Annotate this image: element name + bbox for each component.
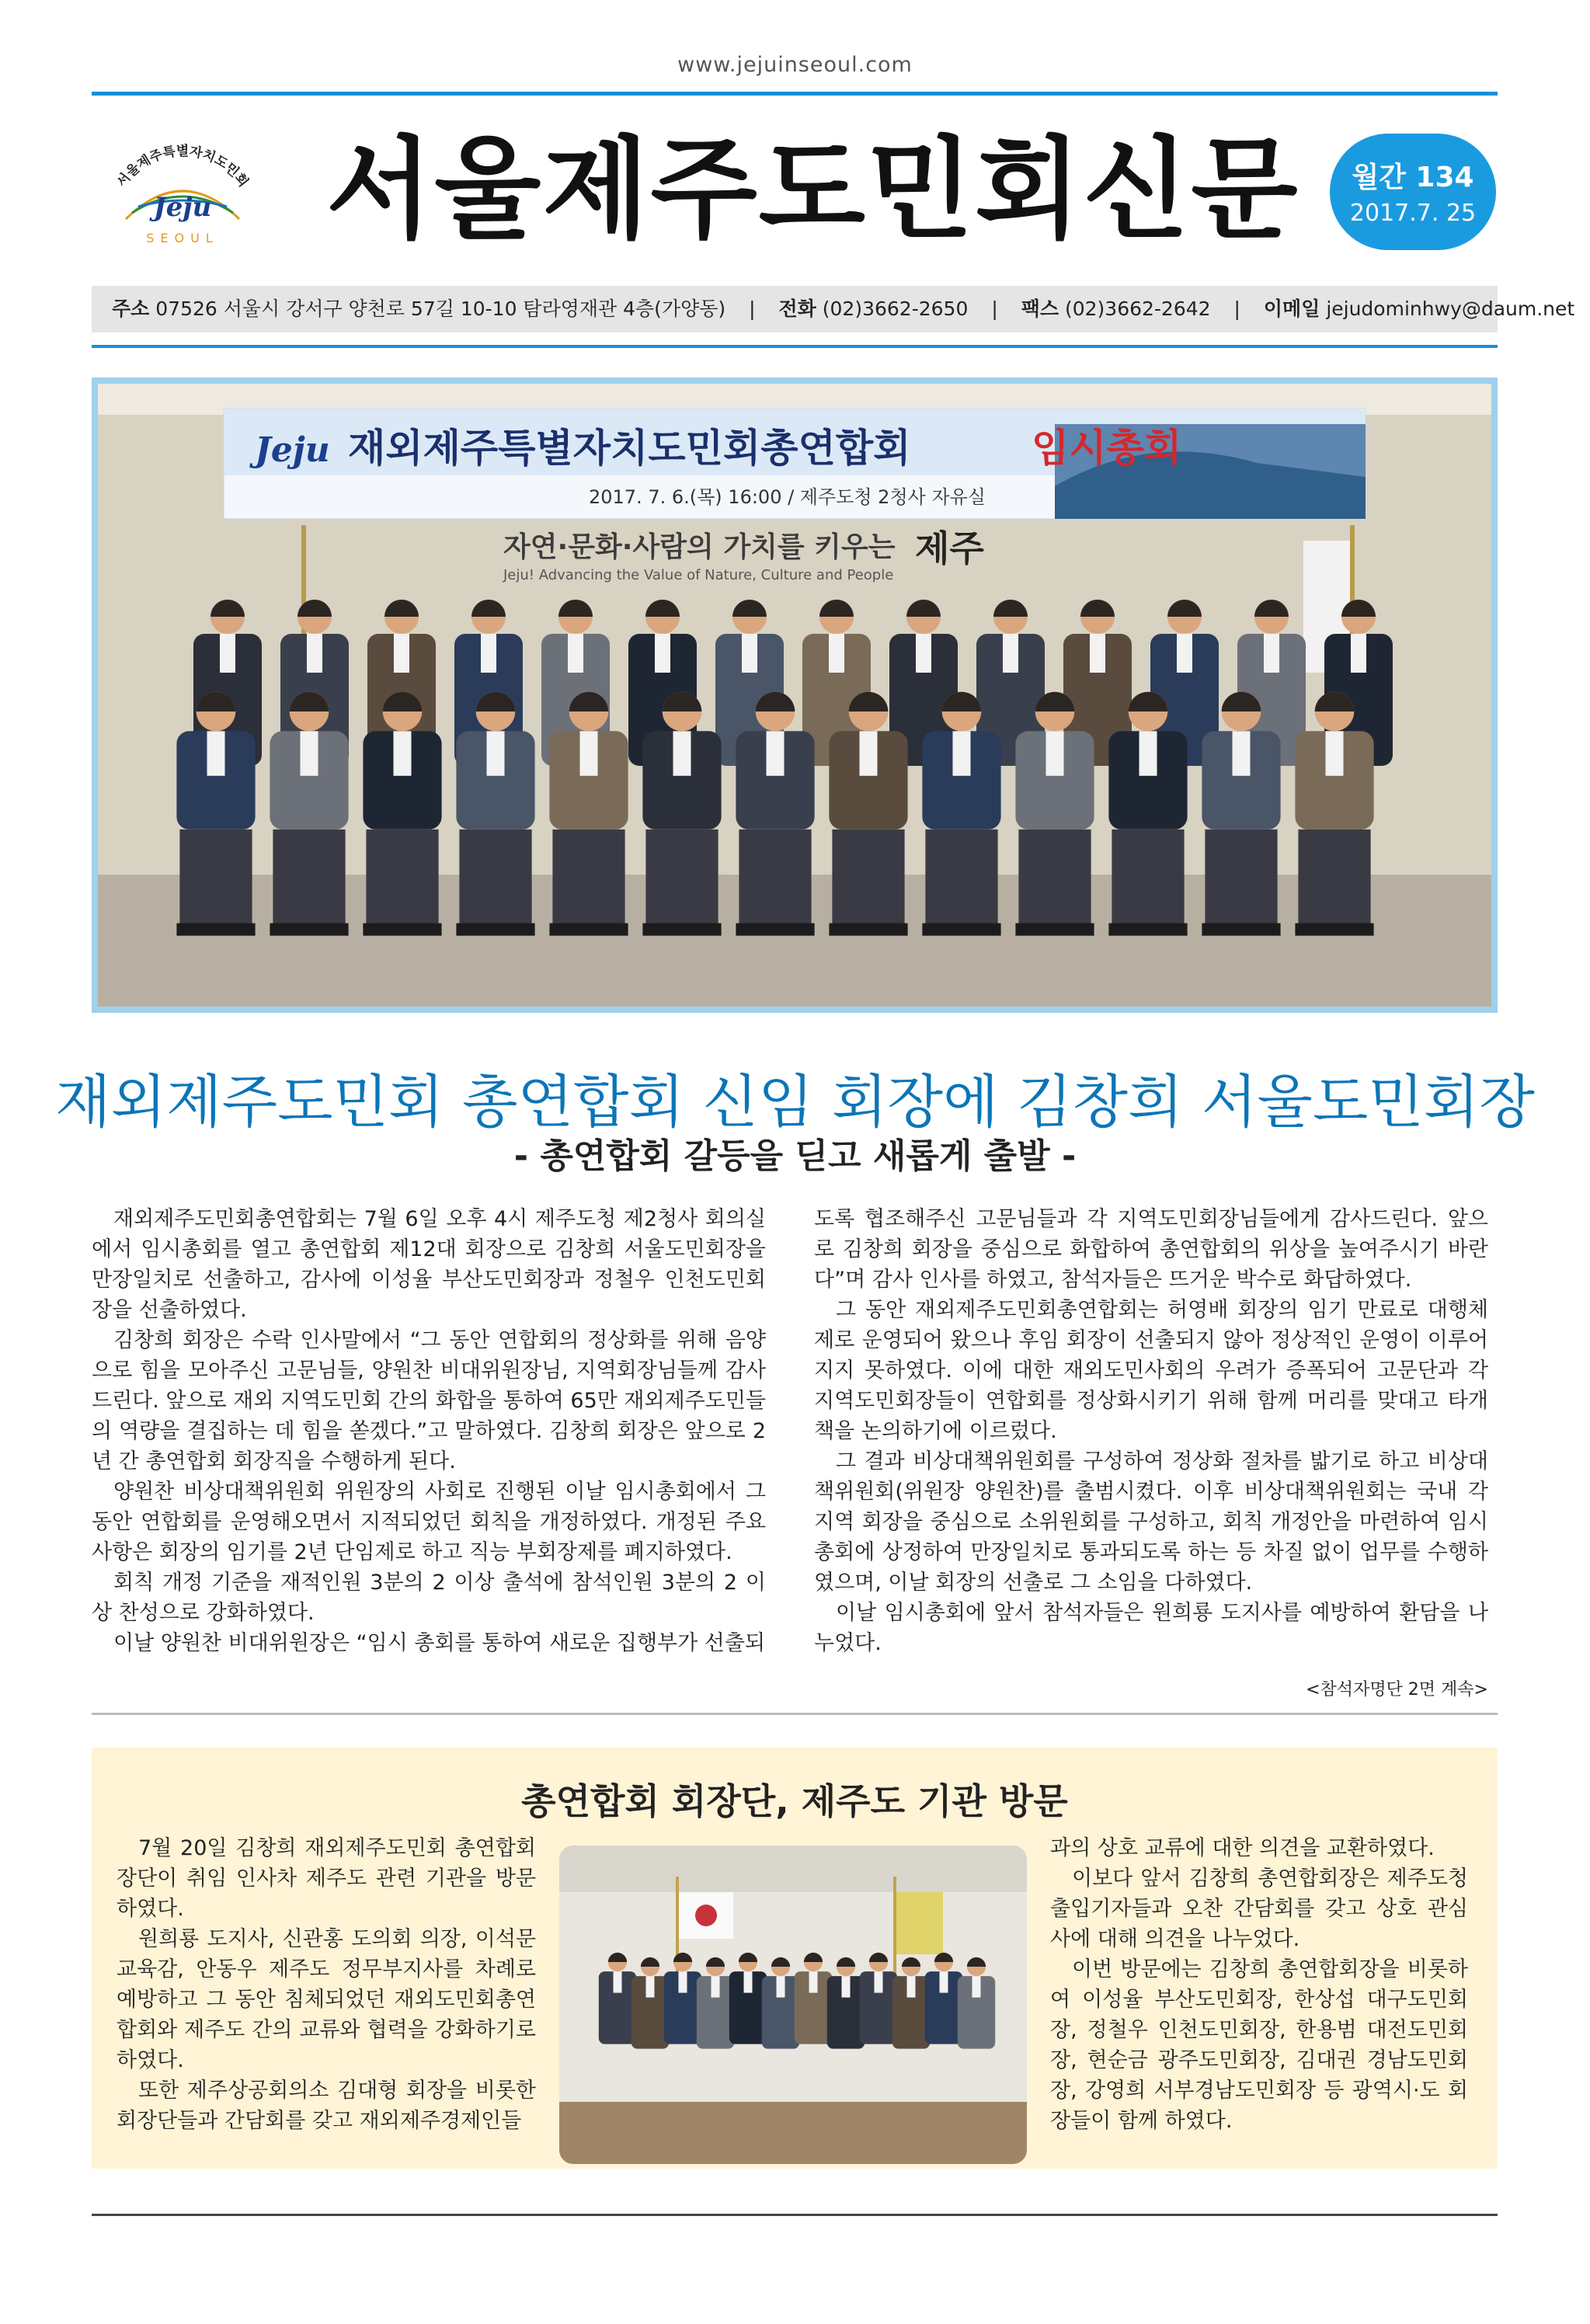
visit-article-title: 총연합회 회장단, 제주도 기관 방문 bbox=[521, 1780, 1068, 1822]
paragraph: 그 결과 비상대책위원회를 구성하여 정상화 절차를 밟기로 하고 비상대책위원회(위원장 양원찬)를 출범시켰다. 이후 비상대책위원회는 국내 각 지역 회장을 중심으로 소위원회를 구성하고, 회칙 개정안을 마련하여 임시총회에 상정하여 만장일치로 통과되도록 하는 등 차질 없이 업무를 수행하였으며, 이날 회장의 선출로 그 소임을 다하였다. bbox=[814, 1449, 1488, 1595]
banner-logo: Jeju bbox=[255, 430, 330, 470]
separator: | bbox=[1233, 297, 1240, 320]
visit-column-2 bbox=[1050, 1833, 1468, 2136]
paragraph: 또한 제주상공회의소 김대형 회장을 비롯한 회장단들과 간담회를 갖고 재외제주경제인들 bbox=[117, 2079, 536, 2133]
paper-title: 서울제주도민회신문 bbox=[326, 126, 1299, 254]
separator: | bbox=[991, 297, 998, 320]
section-divider bbox=[92, 1713, 1498, 1715]
banner-title: 재외제주특별자치도민회총연합회 bbox=[348, 426, 911, 471]
top-rule bbox=[92, 92, 1498, 96]
logo-sub: SEOUL bbox=[146, 231, 219, 245]
tel-label: 전화 bbox=[778, 297, 816, 320]
article-column-2 bbox=[814, 1204, 1488, 1658]
banner-info: 2017. 7. 6.(목) 16:00 / 제주도청 2청사 자유실 bbox=[589, 486, 986, 508]
issue-date: 2017.7. 25 bbox=[1349, 200, 1477, 227]
main-group-photo bbox=[92, 377, 1498, 1013]
jeju-seoul-logo bbox=[93, 132, 272, 249]
email-value[interactable]: jejudominhwy@daum.net bbox=[1326, 297, 1575, 320]
svg-text:서울제주특별자치도민회 bbox=[113, 143, 252, 190]
paragraph: 7월 20일 김창희 재외제주도민회 총연합회장단이 취임 인사차 제주도 관련 기관을 방문하였다. bbox=[117, 1836, 536, 1921]
paragraph: 도록 협조해주신 고문님들과 각 지역도민회장님들에게 감사드린다. 앞으로 김창희 회장을 중심으로 화합하여 총연합회의 위상을 높여주시기 바란다”며 감사 인사를 하였고, 참석자들은 뜨거운 박수로 화답하였다. bbox=[814, 1207, 1488, 1292]
paragraph: 이날 양원찬 비대위원장은 “임시 총회를 통하여 새로운 집행부가 선출되 bbox=[113, 1631, 766, 1655]
article-subhead: - 총연합회 갈등을 딛고 새롭게 출발 - bbox=[513, 1136, 1077, 1176]
slogan-word: 제주 bbox=[915, 527, 984, 569]
header-rule bbox=[92, 345, 1498, 348]
bottom-rule bbox=[92, 2214, 1498, 2216]
visit-column-1 bbox=[117, 1833, 536, 2136]
paragraph: 이보다 앞서 김창희 총연합회장은 제주도청 출입기자들과 오찬 간담회를 갖고 상호 관심사에 대해 의견을 나누었다. bbox=[1050, 1867, 1468, 1951]
slogan-sub: Jeju! Advancing the Value of Nature, Culture and People bbox=[503, 567, 894, 583]
banner-highlight: 임시총회 bbox=[1032, 426, 1182, 471]
paragraph: 이날 임시총회에 앞서 참석자들은 원희룡 도지사를 예방하여 환담을 나누었다. bbox=[814, 1601, 1488, 1655]
fax-value: (02)3662-2642 bbox=[1064, 297, 1211, 320]
paragraph: 양원찬 비상대책위원회 위원장의 사회로 진행된 이날 임시총회에서 그 동안 연합회를 운영해오면서 지적되었던 회칙을 개정하였다. 개정된 주요 사항은 회장의 임기를 2년 단임제로 하고 직능 부회장제를 폐지하였다. bbox=[92, 1480, 766, 1564]
continued-note: <참석자명단 2면 계속> bbox=[1306, 1680, 1488, 1700]
paragraph: 회칙 개정 기준을 재적인원 3분의 2 이상 출석에 참석인원 3분의 2 이상 찬성으로 강화하였다. bbox=[92, 1571, 766, 1625]
visit-photo bbox=[559, 1846, 1027, 2164]
issue-number: 월간 134 bbox=[1352, 162, 1474, 193]
logo-word: Jeju bbox=[153, 192, 212, 223]
site-url[interactable]: www.jejuinseoul.com bbox=[677, 53, 913, 77]
issue-badge bbox=[1330, 134, 1496, 250]
article-headline: 재외제주도민회 총연합회 신임 회장에 김창희 서울도민회장 bbox=[55, 1069, 1535, 1136]
address-value: 07526 서울시 강서구 양천로 57길 10-10 탐라영재관 4층(가양동) bbox=[155, 297, 726, 320]
visit-photo-image bbox=[559, 1846, 1027, 2164]
fax-label: 팩스 bbox=[1021, 297, 1059, 320]
article-column-1 bbox=[92, 1204, 766, 1658]
group-photo-image bbox=[92, 377, 1498, 1013]
address-label: 주소 bbox=[112, 297, 150, 320]
logo-emblem-icon bbox=[93, 132, 272, 249]
email-label: 이메일 bbox=[1263, 297, 1320, 320]
slogan: 자연·문화·사람의 가치를 키우는 bbox=[503, 531, 896, 563]
logo-arc-text: 서울제주특별자치도민회 bbox=[113, 144, 252, 190]
paragraph: 그 동안 재외제주도민회총연합회는 허영배 회장의 임기 만료로 대행체제로 운영되어 왔으나 후임 회장이 선출되지 않아 정상적인 운영이 이루어지지 못하였다. 이에 대한 재외도민사회의 우려가 증폭되어 고문단과 각 지역도민회장들이 연합회를 정상화시키기 위해 함께 머리를 맞대고 타개책을 논의하기에 이르렀다. bbox=[814, 1298, 1488, 1443]
paragraph: 이번 방문에는 김창희 총연합회장을 비롯하여 이성율 부산도민회장, 한상섭 대구도민회장, 정철우 인천도민회장, 한용범 대전도민회장, 현순금 광주도민회장, 김대권 경남도민회장, 강영희 서부경남도민회장 등 광역시·도 회장들이 함께 하였다. bbox=[1050, 1957, 1468, 2133]
paragraph: 과의 상호 교류에 대한 의견을 교환하였다. bbox=[1050, 1836, 1435, 1860]
tel-value: (02)3662-2650 bbox=[822, 297, 969, 320]
paragraph: 김창희 회장은 수락 인사말에서 “그 동안 연합회의 정상화를 위해 음양으로 힘을 모아주신 고문님들, 양원찬 비대위원장님, 지역회장님들께 감사드린다. 앞으로 재외 지역도민회 간의 화합을 통하여 65만 재외제주도민들의 역량을 결집하는 데 힘을 쏟겠다.”고 말하였다. 김창희 회장은 앞으로 2년 간 총연합회 회장직을 수행하게 된다. bbox=[92, 1328, 766, 1473]
address-bar bbox=[92, 286, 1575, 332]
separator: | bbox=[749, 297, 756, 320]
paragraph: 재외제주도민회총연합회는 7월 6일 오후 4시 제주도청 제2청사 회의실에서 임시총회를 열고 총연합회 제12대 회장으로 김창희 서울도민회장을 만장일치로 선출하고, 감사에 이성율 부산도민회장과 정철우 인천도민회장을 선출하였다. bbox=[92, 1207, 766, 1322]
paragraph: 원희룡 도지사, 신관홍 도의회 의장, 이석문 교육감, 안동우 제주도 정무부지사를 차례로 예방하고 그 동안 침체되었던 재외도민회총연합회와 제주도 간의 교류와 협력을 강화하기로 하였다. bbox=[117, 1927, 536, 2072]
